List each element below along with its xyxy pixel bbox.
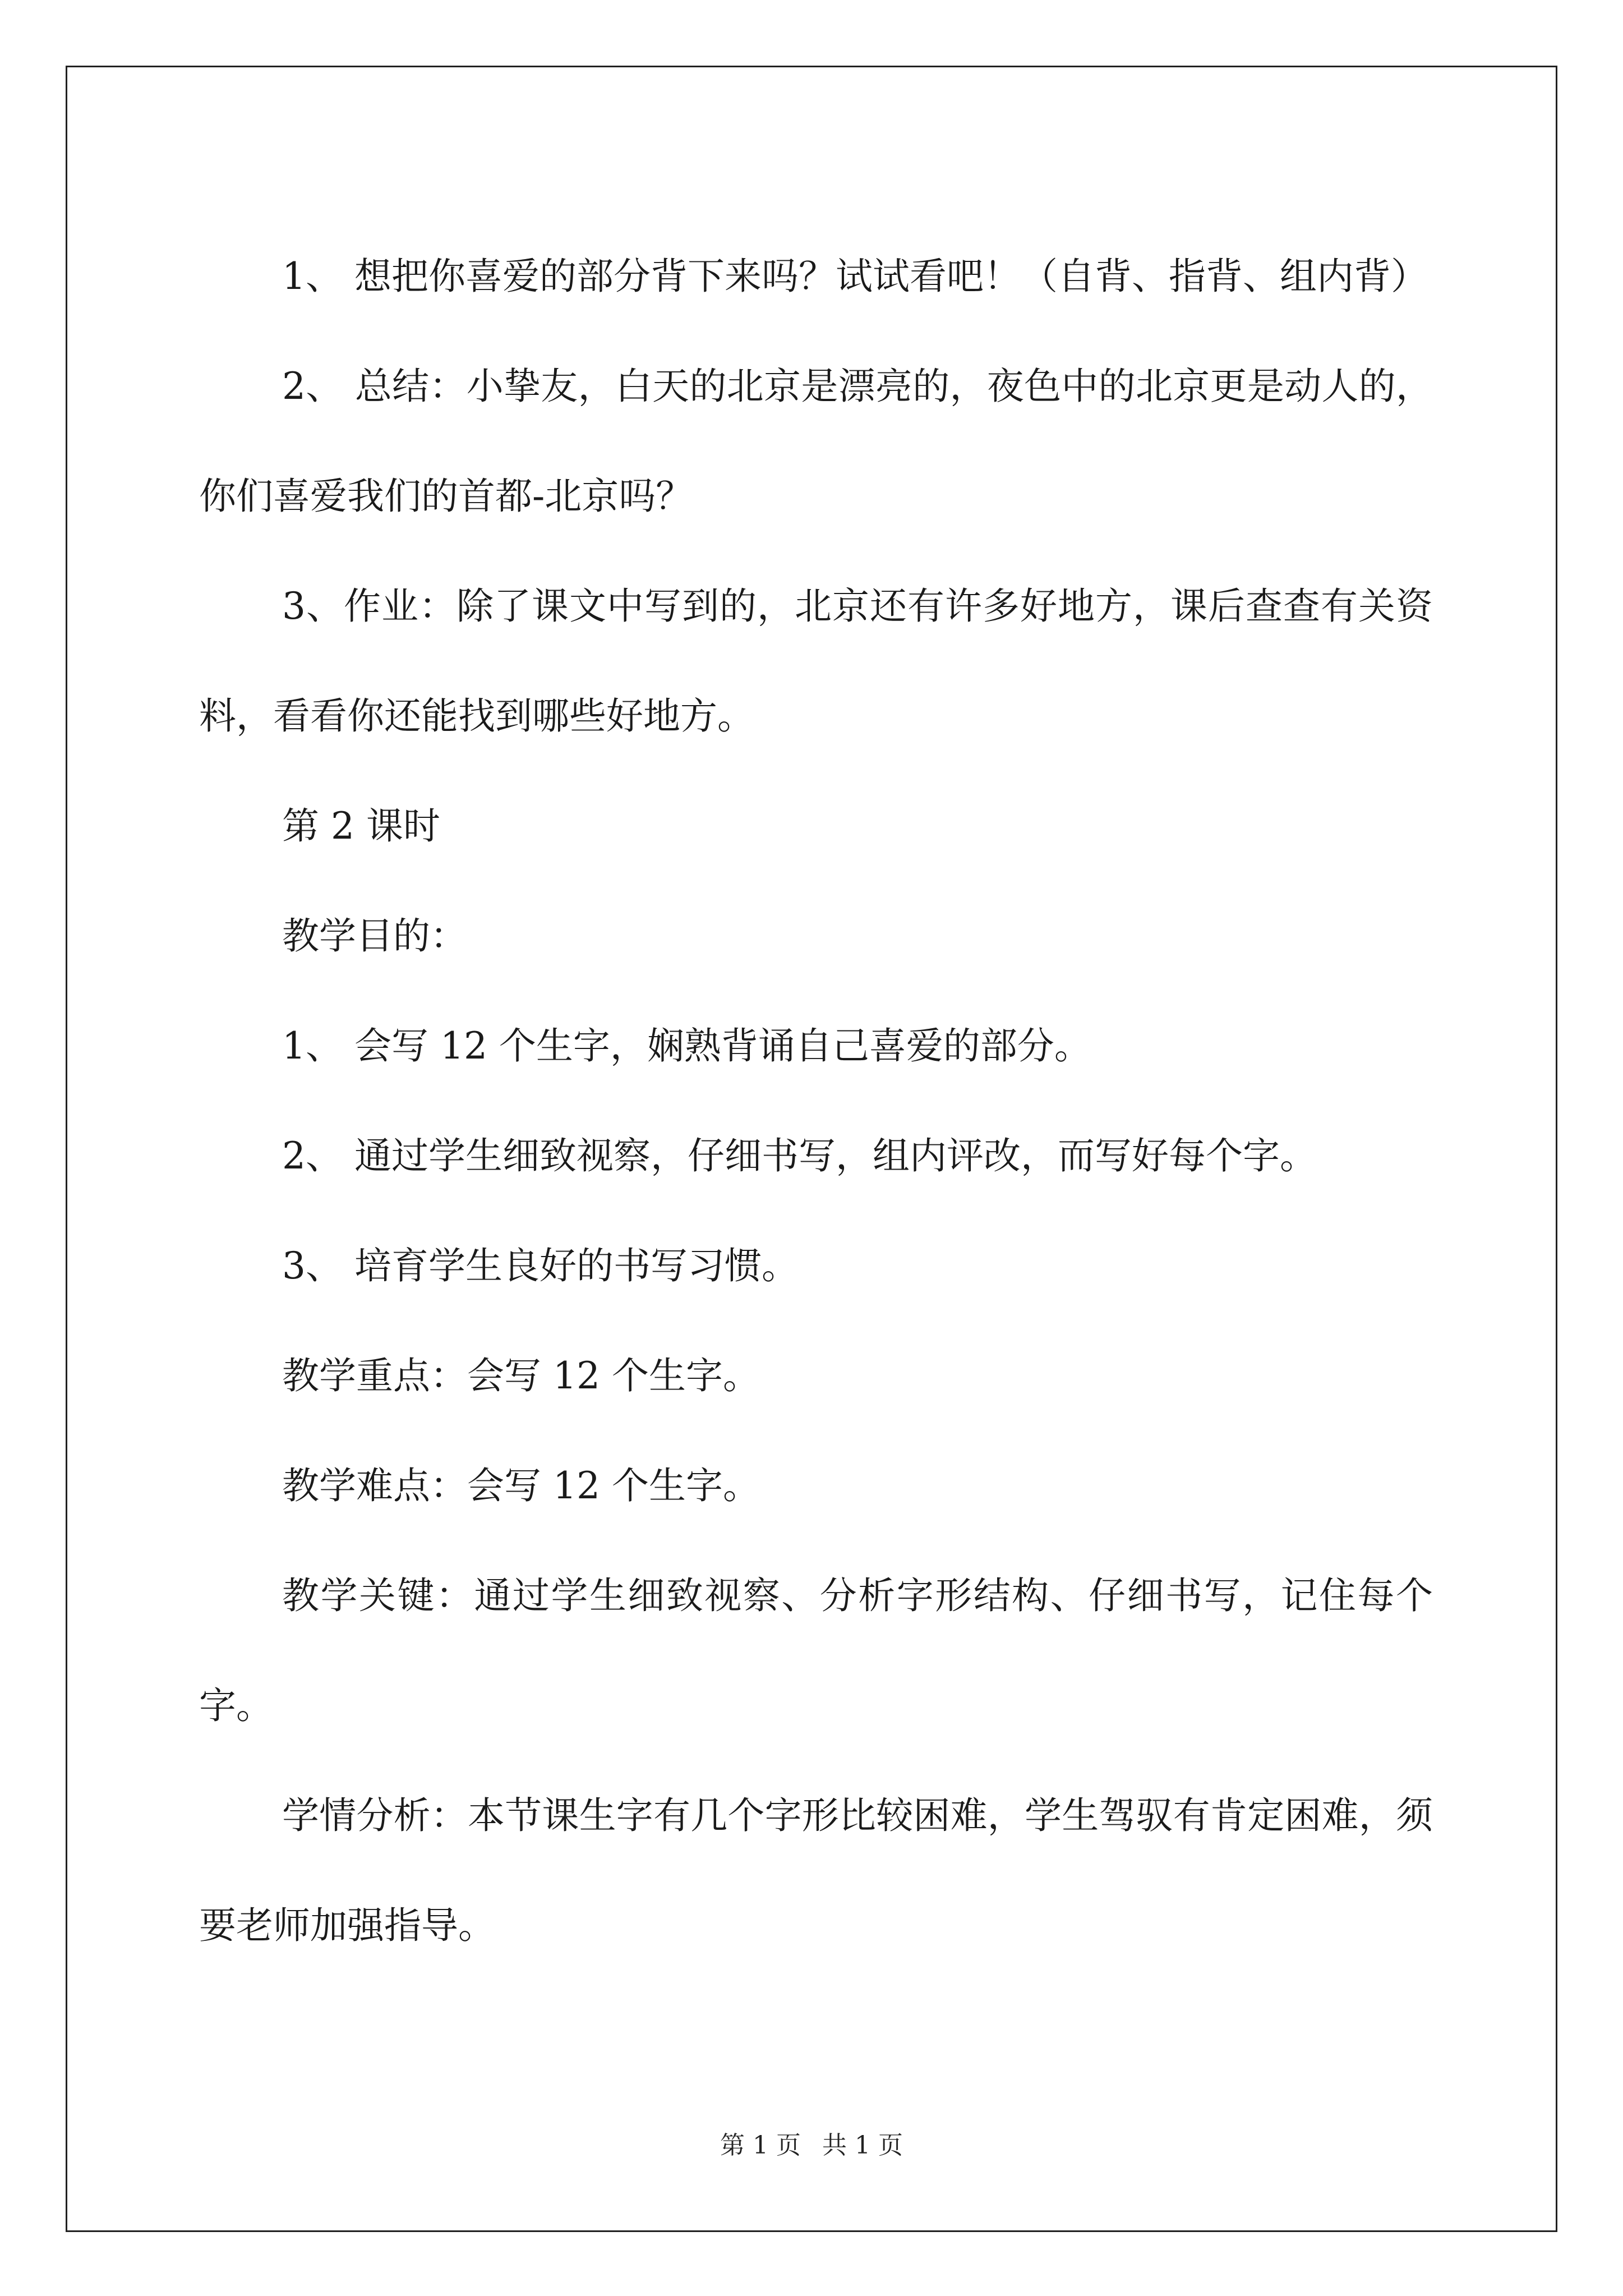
paragraph-summary: 2、 总结：小挚友，白天的北京是漂亮的，夜色中的北京更是动人的，你们喜爱我们的首都-北京吗？ (199, 365, 1433, 518)
learning-analysis: 学情分析：本节课生字有几个字形比较困难，学生驾驭有肯定困难，须要老师加强指导。 (199, 1794, 1433, 1947)
paragraph-recite: 1、 想把你喜爱的部分背下来吗？试试看吧！（自背、指背、组内背） (282, 255, 1428, 298)
objective-item-2: 2、 通过学生细致视察，仔细书写，组内评改，而写好每个字。 (282, 1134, 1317, 1177)
page-footer (0, 2129, 1623, 2162)
objective-item-3: 3、 培育学生良好的书写习惯。 (282, 1244, 799, 1287)
lesson-heading: 第 2 课时 (282, 804, 440, 848)
page-number: 第 1 页 (720, 2131, 801, 2160)
document-body (199, 222, 1433, 1981)
objective-item-1: 1、 会写 12 个生字，娴熟背诵自己喜爱的部分。 (282, 1024, 1091, 1068)
teaching-difficulty: 教学难点：会写 12 个生字。 (282, 1464, 760, 1507)
paragraph-homework: 3、作业：除了课文中写到的，北京还有许多好地方，课后查查有关资料，看看你还能找到哪些好地方。 (199, 585, 1433, 738)
teaching-key: 教学关键：通过学生细致视察、分析字形结构、仔细书写，记住每个字。 (199, 1574, 1433, 1727)
page-total: 共 1 页 (822, 2131, 903, 2160)
section-objectives-heading: 教学目的： (282, 914, 467, 958)
teaching-focus: 教学重点：会写 12 个生字。 (282, 1354, 760, 1397)
